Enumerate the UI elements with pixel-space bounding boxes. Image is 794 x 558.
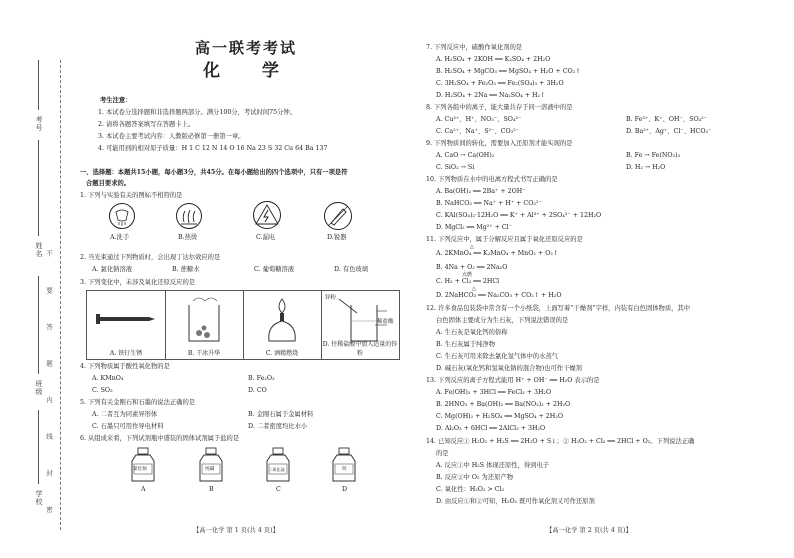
bottle-label: 氯化钠 [133, 467, 147, 472]
option-label: C. 石墨只可用作导电材料 [92, 423, 164, 430]
reagent-bottle-icon [329, 447, 359, 487]
figure-cell [165, 291, 244, 359]
option-label: D. CO [248, 387, 267, 394]
option-label: B. NaHCO₃ ══ Na⁺ + H⁺ + CO₃²⁻ [436, 200, 542, 207]
figure-cell [243, 291, 322, 359]
option-label: C. 3H₂SO₄ + Fe₂O₃ ══ Fe₂(SO₄)₃ + 3H₂O [436, 80, 564, 87]
option-label: B. 蔗糖水 [172, 266, 200, 273]
option-label: A. 二者互为同素异形体 [92, 411, 158, 418]
option-label: B.热烫 [178, 234, 198, 241]
option-label: C. Ca²⁺、Na⁺、S²⁻、CO₃²⁻ [436, 128, 520, 135]
option-label: D. 二者密度均比水小 [248, 423, 308, 430]
option-label: B. 反应②中 O₂ 为还原产物 [436, 474, 513, 481]
figure-cell [321, 291, 399, 359]
dry-ice-beaker-icon [165, 291, 243, 347]
option-label: C. SO₃ [92, 387, 113, 394]
margin-label-school: 学校 [35, 490, 43, 506]
note-item: 4. 可能用到的相对原子质量：H 1 C 12 N 14 O 16 Na 23 S 32 Cu 64 Ba 137 [98, 145, 328, 152]
page-footer: 【高一化学 第 1 页(共 4 页)】 [193, 527, 279, 534]
page-footer: 【高一化学 第 2 页(共 4 页)】 [546, 527, 632, 534]
option-label: C. 氧化性：H₂O₂ > Cl₂ [436, 486, 505, 493]
option-label: A. Cu²⁺、H⁺、NO₃⁻、SO₄²⁻ [436, 116, 522, 123]
option-label: A. Fe(OH)₃ + 3HCl ══ FeCl₃ + 3H₂O [436, 389, 552, 396]
sharp-object-icon [323, 201, 353, 235]
option-label: A. 2KMnO₄ ══ K₂MnO₄ + MnO₂ + O₂↑ [436, 250, 559, 257]
option-label: D. 有色玻璃 [334, 266, 369, 273]
option-label: A. H₂SO₄ + 2KOH ══ K₂SO₄ + 2H₂O [436, 56, 551, 63]
note-item: 1. 本试卷分选择题和非选择题两部分。满分100分，考试时间75分钟。 [98, 109, 297, 116]
option-label: B. Fe³⁺、K⁺、OH⁻、SO₄²⁻ [626, 116, 707, 123]
question-12-cont: 白色固体主要成分为生石灰，下列说法错误的是 [436, 317, 569, 324]
option-label: A. Ba(OH)₂ ══ 2Ba⁺ + 2OH⁻ [436, 188, 526, 195]
note-item: 3. 本试卷主要考试内容：人教版必修第一册第一章。 [98, 133, 245, 140]
option-label: B [209, 486, 214, 493]
reagent-bottle-icon [128, 447, 158, 487]
option-label: D. 2NaHCO₃ ══ Na₂CO₃ + CO₂↑ + H₂O [436, 292, 562, 299]
exam-title: 高一联考考试 [195, 39, 298, 57]
option-label: A. 氯化钠溶液 [92, 266, 133, 273]
reagent-bottle-icon [263, 447, 293, 487]
section-heading: 合题目要求的。 [86, 180, 131, 187]
question-9: 9. 下列物质间的转化，需要加入还原剂才能实现的是 [426, 140, 573, 147]
option-label: B. Fe → Fe(NO₃)₃ [626, 152, 681, 159]
hot-surface-icon [175, 202, 203, 234]
option-label: D. MgCl₂ ══ Mg²⁺ + Cl⁻ [436, 224, 513, 231]
subject-title: 化 学 [203, 61, 297, 81]
figure-label-hcl: 稀盐酸 [377, 319, 394, 325]
section-heading: 一、选择题：本题共15小题，每小题3分，共45分。在每小题给出的四个选项中，只有一项是符 [80, 169, 348, 176]
bottle-label: 铁 [342, 467, 347, 472]
option-label: D.锐器 [327, 234, 347, 241]
notes-heading: 考生注意： [100, 97, 132, 104]
option-label: C. 葡萄糖溶液 [254, 266, 295, 273]
question-13: 13. 下列反应的离子方程式能用 H⁺ + OH⁻ ══ H₂O 表示的是 [426, 377, 600, 384]
option-label: C [276, 486, 281, 493]
option-label: D. 往稀盐酸中加入适量的锌粉 [322, 341, 398, 357]
electric-shock-icon [252, 200, 282, 234]
option-label: D. 由反应①和②可知，H₂O₂ 既可作氧化剂又可作还原剂 [436, 498, 595, 505]
iron-nail-icon [87, 291, 165, 347]
question-10: 10. 下列物质在水中的电离方程式书写正确的是 [426, 176, 558, 183]
option-label: D. Ba²⁺、Ag⁺、Cl⁻、HCO₃⁻ [626, 128, 712, 135]
seal-dashed-line [60, 60, 61, 530]
binding-margin [0, 0, 74, 558]
question-6: 6. 从组成来看，下列试剂瓶中盛装的固体试剂属于盐的是 [80, 435, 240, 442]
option-label: D. Al₂O₃ + 6HCl ══ 2AlCl₃ + 3H₂O [436, 425, 546, 432]
option-label: A. 反应①中 H₂S 体现还原性，得到电子 [436, 462, 550, 469]
option-label: A. CaO → Ca(OH)₂ [436, 152, 495, 159]
option-label: B. 干冰升华 [187, 350, 221, 357]
option-label: A. KMnO₄ [92, 375, 124, 382]
seal-text: 不 要 答 题 内 线 封 密 [45, 250, 53, 527]
question-12: 12. 许多食品包装袋中常含有一个小纸袋，上面写着“干燥剂”字样，内装有白色固体物质，其中 [426, 305, 691, 312]
margin-line [38, 140, 39, 236]
margin-label-class: 班级 [35, 380, 43, 396]
option-label: C.漏电 [256, 234, 276, 241]
question-3: 3. 下列变化中，未涉及氧化还原反应的是 [80, 279, 196, 286]
note-item: 2. 请将各题答案填写在答题卡上。 [98, 121, 195, 128]
option-label: C. H₂ + Cl₂ ══ 2HCl [436, 278, 500, 285]
question-2: 2. 当光束通过下列物质时，会出现丁达尔效应的是 [80, 254, 221, 261]
question-11: 11. 下列反应中，属于分解反应且属于氧化还原反应的是 [426, 236, 583, 243]
question-14-cont: 的是 [436, 450, 449, 457]
figure-cell [87, 291, 166, 359]
option-label: A [141, 486, 146, 493]
handwash-icon [108, 202, 136, 234]
reaction-condition: △ [470, 244, 474, 250]
margin-line [38, 276, 39, 374]
bottle-label: 纯碱 [205, 467, 215, 472]
reagent-bottle-icon [196, 447, 226, 487]
option-label: B. 4Na + O₂ ══ 2Na₂O [436, 264, 508, 271]
question-4: 4. 下列物质属于酸性氧化物的是 [80, 363, 170, 370]
question-3-figure [86, 290, 400, 360]
option-label: D [342, 486, 348, 493]
question-1: 1. 下列与实验有关的图标不相符的是 [80, 192, 183, 199]
reaction-condition: △ [472, 286, 476, 292]
option-label: C. 酒精燃烧 [265, 350, 299, 357]
option-label: B. 金刚石属于金属材料 [248, 411, 314, 418]
margin-label-name: 姓名 [35, 242, 43, 258]
option-label: C. KAl(SO₄)₂·12H₂O ══ K⁺ + Al³⁺ + 2SO₄²⁻ + 12H₂O [436, 212, 602, 219]
option-label: B. 生石灰属于纯净物 [436, 341, 496, 348]
margin-line [38, 60, 39, 110]
option-label: A. 生石灰是氧化钙的俗称 [436, 329, 508, 336]
option-label: D. H₂SO₄ + 2Na ══ Na₂SO₄ + H₂↑ [436, 92, 546, 99]
figure-label-zinc: 锌粉 [325, 295, 337, 301]
bottle-label: 二氧化硅 [268, 467, 285, 472]
option-label: C. 生石灰可用来除去氯化氢气体中的水蒸气 [436, 353, 558, 360]
option-label: D. 碱石灰(氧化钙和氢氧化钠的混合物)也可作干燥剂 [436, 365, 582, 372]
alcohol-lamp-icon [243, 291, 321, 347]
question-5: 5. 下列有关金刚石和石墨的说法正确的是 [80, 399, 196, 406]
option-label: B. Fe₂O₃ [248, 375, 275, 382]
option-label: A. 铁钉生锈 [109, 350, 143, 357]
margin-line [38, 410, 39, 484]
margin-label-exam-number: 考号 [35, 116, 43, 132]
question-14: 14. 已知反应① H₂O₂ + H₂S ══ 2H₂O + S↓；② H₂O₂ + Cl₂ ══ 2HCl + O₂。下列说法正确 [426, 438, 695, 445]
option-label: A.洗手 [110, 234, 130, 241]
option-label: C. SiO₂ → Si [436, 164, 475, 171]
option-label: C. Mg(OH)₂ + H₂SO₄ ══ MgSO₄ + 2H₂O [436, 413, 563, 420]
option-label: B. H₂SO₄ + MgCO₃ ══ MgSO₄ + H₂O + CO₂↑ [436, 68, 581, 75]
reaction-condition: 点燃 [462, 272, 473, 278]
question-8: 8. 下列各组中的离子，能大量共存于同一溶液中的是 [426, 104, 573, 111]
option-label: D. H₂ → H₂O [626, 164, 666, 171]
option-label: B. 2HNO₃ + Ba(OH)₂ ══ Ba(NO₃)₂ + 2H₂O [436, 401, 571, 408]
question-7: 7. 下列反应中，硫酸作氧化剂的是 [426, 44, 523, 51]
